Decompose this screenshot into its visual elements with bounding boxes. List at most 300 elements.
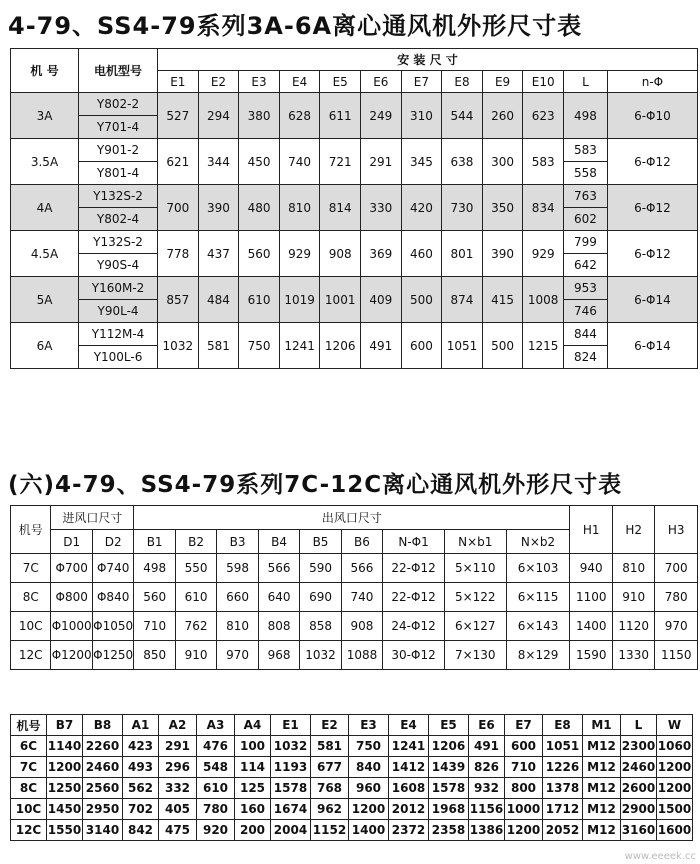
motor-cell: Y802-4 <box>79 208 158 231</box>
value-cell: 932 <box>469 778 505 799</box>
value-cell: 550 <box>175 554 216 583</box>
table3-col-header: E2 <box>311 715 349 736</box>
value-cell: 405 <box>159 799 197 820</box>
value-cell: 1378 <box>543 778 583 799</box>
value-cell: 566 <box>341 554 382 583</box>
value-cell: 527 <box>158 93 199 139</box>
table1-col-header: E3 <box>239 71 280 93</box>
table3-col-header: A1 <box>123 715 159 736</box>
table3-col-header: A2 <box>159 715 197 736</box>
l-cell: 746 <box>563 300 607 323</box>
value-cell: 1400 <box>570 612 612 641</box>
value-cell: 590 <box>300 554 341 583</box>
n-phi-cell: 6-Φ12 <box>607 185 697 231</box>
model-cell: 12C <box>11 820 47 841</box>
table-row <box>11 231 698 254</box>
value-cell: 2300 <box>621 736 657 757</box>
value-cell: 940 <box>570 554 612 583</box>
value-cell: 1120 <box>612 612 654 641</box>
value-cell: 296 <box>159 757 197 778</box>
table1-col-header: E7 <box>401 71 442 93</box>
table1-col-header: E6 <box>361 71 402 93</box>
value-cell: 2012 <box>389 799 429 820</box>
table1-header-group: 安 装 尺 寸 <box>158 49 698 71</box>
value-cell: 2600 <box>621 778 657 799</box>
value-cell: 450 <box>239 139 280 185</box>
motor-cell: Y160M-2 <box>79 277 158 300</box>
value-cell: 690 <box>300 583 341 612</box>
value-cell: 677 <box>311 757 349 778</box>
value-cell: 24-Φ12 <box>383 612 445 641</box>
value-cell: 1400 <box>349 820 389 841</box>
table3-col-header: 机号 <box>11 715 47 736</box>
value-cell: 780 <box>655 583 698 612</box>
motor-cell: Y90S-4 <box>79 254 158 277</box>
table-row <box>11 185 698 208</box>
value-cell: 621 <box>158 139 199 185</box>
model-cell: 10C <box>11 799 47 820</box>
value-cell: 460 <box>401 231 442 277</box>
value-cell: 730 <box>442 185 483 231</box>
l-cell: 583 <box>563 139 607 162</box>
value-cell: 491 <box>469 736 505 757</box>
value-cell: 491 <box>361 323 402 369</box>
n-phi-cell: 6-Φ12 <box>607 139 697 185</box>
table-row <box>11 277 698 300</box>
value-cell: 125 <box>235 778 271 799</box>
value-cell: 1226 <box>543 757 583 778</box>
value-cell: 1215 <box>523 323 564 369</box>
table3-col-header: W <box>657 715 693 736</box>
value-cell: 1032 <box>271 736 311 757</box>
value-cell: 710 <box>134 612 175 641</box>
table-header-row <box>11 715 693 736</box>
value-cell: 1001 <box>320 277 361 323</box>
value-cell: 2460 <box>83 757 123 778</box>
value-cell: 1386 <box>469 820 505 841</box>
table3-col-header: B8 <box>83 715 123 736</box>
table-row <box>11 736 693 757</box>
value-cell: 390 <box>198 185 239 231</box>
value-cell: 1051 <box>442 323 483 369</box>
table2-col-header: B5 <box>300 530 341 554</box>
value-cell: 970 <box>217 641 258 670</box>
value-cell: 840 <box>349 757 389 778</box>
value-cell: 750 <box>239 323 280 369</box>
value-cell: 808 <box>258 612 299 641</box>
value-cell: 114 <box>235 757 271 778</box>
value-cell: 475 <box>159 820 197 841</box>
value-cell: 583 <box>523 139 564 185</box>
value-cell: 968 <box>258 641 299 670</box>
value-cell: 1200 <box>657 757 693 778</box>
value-cell: 2358 <box>429 820 469 841</box>
value-cell: 1968 <box>429 799 469 820</box>
table3-col-header: L <box>621 715 657 736</box>
table2-col-header: N×b1 <box>444 530 506 554</box>
value-cell: 970 <box>655 612 698 641</box>
value-cell: 700 <box>655 554 698 583</box>
table1-title: 4-79、SS4-79系列3A-6A离心通风机外形尺寸表 <box>8 12 583 40</box>
table3-col-header: E7 <box>505 715 543 736</box>
value-cell: M12 <box>583 799 621 820</box>
motor-cell: Y701-4 <box>79 116 158 139</box>
value-cell: 390 <box>482 231 523 277</box>
l-cell: 824 <box>563 346 607 369</box>
value-cell: 1241 <box>389 736 429 757</box>
value-cell: 2372 <box>389 820 429 841</box>
value-cell: 1578 <box>429 778 469 799</box>
value-cell: 814 <box>320 185 361 231</box>
model-cell: 7C <box>11 554 51 583</box>
value-cell: 1060 <box>657 736 693 757</box>
value-cell: 6×103 <box>506 554 570 583</box>
value-cell: 929 <box>523 231 564 277</box>
value-cell: 5×110 <box>444 554 506 583</box>
value-cell: 2052 <box>543 820 583 841</box>
l-cell: 799 <box>563 231 607 254</box>
table1-header-model: 机 号 <box>11 49 79 93</box>
table2 <box>10 505 698 670</box>
value-cell: M12 <box>583 820 621 841</box>
table2-header-model: 机号 <box>11 506 51 554</box>
table1-col-header: E1 <box>158 71 199 93</box>
value-cell: 834 <box>523 185 564 231</box>
value-cell: 740 <box>341 583 382 612</box>
model-cell: 4A <box>11 185 79 231</box>
value-cell: 369 <box>361 231 402 277</box>
value-cell: 1051 <box>543 736 583 757</box>
value-cell: 962 <box>311 799 349 820</box>
value-cell: M12 <box>583 757 621 778</box>
value-cell: 480 <box>239 185 280 231</box>
value-cell: 778 <box>158 231 199 277</box>
motor-cell: Y802-2 <box>79 93 158 116</box>
model-cell: 6C <box>11 736 47 757</box>
value-cell: 1590 <box>570 641 612 670</box>
value-cell: 740 <box>279 139 320 185</box>
table2-header-h3: H3 <box>655 506 698 554</box>
value-cell: 1032 <box>158 323 199 369</box>
value-cell: 3160 <box>621 820 657 841</box>
table2-header-h1: H1 <box>570 506 612 554</box>
value-cell: 1200 <box>47 757 83 778</box>
value-cell: 581 <box>311 736 349 757</box>
table-row <box>11 820 693 841</box>
value-cell: 350 <box>482 185 523 231</box>
table3-col-header: E4 <box>389 715 429 736</box>
table1-col-header: E2 <box>198 71 239 93</box>
value-cell: 1200 <box>657 778 693 799</box>
table1-col-header: E4 <box>279 71 320 93</box>
table3-col-header: B7 <box>47 715 83 736</box>
value-cell: 801 <box>442 231 483 277</box>
table-row <box>11 612 698 641</box>
value-cell: 857 <box>158 277 199 323</box>
value-cell: 623 <box>523 93 564 139</box>
value-cell: 1019 <box>279 277 320 323</box>
value-cell: Φ740 <box>92 554 133 583</box>
value-cell: 610 <box>197 778 235 799</box>
value-cell: 1150 <box>655 641 698 670</box>
value-cell: 548 <box>197 757 235 778</box>
table1-col-header: E9 <box>482 71 523 93</box>
n-phi-cell: 6-Φ14 <box>607 323 697 369</box>
table2-header-inlet: 进风口尺寸 <box>51 506 134 530</box>
value-cell: 810 <box>217 612 258 641</box>
value-cell: 920 <box>197 820 235 841</box>
n-phi-cell: 6-Φ14 <box>607 277 697 323</box>
value-cell: 1412 <box>389 757 429 778</box>
value-cell: 2900 <box>621 799 657 820</box>
model-cell: 6A <box>11 323 79 369</box>
value-cell: 1152 <box>311 820 349 841</box>
value-cell: 702 <box>123 799 159 820</box>
model-cell: 8C <box>11 583 51 612</box>
table2-col-header: B3 <box>217 530 258 554</box>
value-cell: Φ1050 <box>92 612 133 641</box>
value-cell: Φ1250 <box>92 641 133 670</box>
value-cell: Φ1000 <box>51 612 92 641</box>
value-cell: 1032 <box>300 641 341 670</box>
value-cell: 493 <box>123 757 159 778</box>
table2-header-outlet: 出风口尺寸 <box>134 506 570 530</box>
value-cell: 2560 <box>83 778 123 799</box>
value-cell: 415 <box>482 277 523 323</box>
value-cell: 600 <box>401 323 442 369</box>
value-cell: 810 <box>612 554 654 583</box>
model-cell: 7C <box>11 757 47 778</box>
value-cell: 908 <box>320 231 361 277</box>
value-cell: 30-Φ12 <box>383 641 445 670</box>
value-cell: Φ700 <box>51 554 92 583</box>
value-cell: 544 <box>442 93 483 139</box>
motor-cell: Y132S-2 <box>79 231 158 254</box>
value-cell: 908 <box>341 612 382 641</box>
motor-cell: Y90L-4 <box>79 300 158 323</box>
value-cell: Φ800 <box>51 583 92 612</box>
value-cell: 2460 <box>621 757 657 778</box>
value-cell: 640 <box>258 583 299 612</box>
value-cell: 850 <box>134 641 175 670</box>
value-cell: 560 <box>134 583 175 612</box>
value-cell: 1088 <box>341 641 382 670</box>
value-cell: 2260 <box>83 736 123 757</box>
table-row <box>11 323 698 346</box>
value-cell: 1206 <box>320 323 361 369</box>
motor-cell: Y112M-4 <box>79 323 158 346</box>
value-cell: 566 <box>258 554 299 583</box>
table1-col-header: E10 <box>523 71 564 93</box>
value-cell: 810 <box>279 185 320 231</box>
value-cell: 249 <box>361 93 402 139</box>
value-cell: 344 <box>198 139 239 185</box>
value-cell: 1500 <box>657 799 693 820</box>
value-cell: 929 <box>279 231 320 277</box>
table2-col-header: B6 <box>341 530 382 554</box>
value-cell: 1450 <box>47 799 83 820</box>
value-cell: 22-Φ12 <box>383 554 445 583</box>
table2-col-header: D1 <box>51 530 92 554</box>
value-cell: 638 <box>442 139 483 185</box>
model-cell: 5A <box>11 277 79 323</box>
model-cell: 12C <box>11 641 51 670</box>
table1-col-header: E8 <box>442 71 483 93</box>
value-cell: 1330 <box>612 641 654 670</box>
table3-col-header: M1 <box>583 715 621 736</box>
table1-col-header: L <box>563 71 607 93</box>
l-cell: 498 <box>563 93 607 139</box>
table-row <box>11 139 698 162</box>
value-cell: 628 <box>279 93 320 139</box>
value-cell: 5×122 <box>444 583 506 612</box>
value-cell: 1008 <box>523 277 564 323</box>
motor-cell: Y132S-2 <box>79 185 158 208</box>
value-cell: 423 <box>123 736 159 757</box>
model-cell: 8C <box>11 778 47 799</box>
value-cell: 291 <box>159 736 197 757</box>
table2-col-header: N×b2 <box>506 530 570 554</box>
value-cell: 1439 <box>429 757 469 778</box>
value-cell: 310 <box>401 93 442 139</box>
value-cell: 874 <box>442 277 483 323</box>
table-row <box>11 641 698 670</box>
value-cell: 1200 <box>505 820 543 841</box>
value-cell: 910 <box>612 583 654 612</box>
value-cell: 1712 <box>543 799 583 820</box>
motor-cell: Y901-2 <box>79 139 158 162</box>
value-cell: 1156 <box>469 799 505 820</box>
value-cell: 700 <box>158 185 199 231</box>
value-cell: 598 <box>217 554 258 583</box>
table1 <box>10 48 698 369</box>
value-cell: M12 <box>583 778 621 799</box>
motor-cell: Y100L-6 <box>79 346 158 369</box>
value-cell: 6×143 <box>506 612 570 641</box>
value-cell: 1100 <box>570 583 612 612</box>
value-cell: 710 <box>505 757 543 778</box>
value-cell: 160 <box>235 799 271 820</box>
value-cell: 750 <box>349 736 389 757</box>
table3-col-header: A3 <box>197 715 235 736</box>
table3-col-header: E3 <box>349 715 389 736</box>
value-cell: 1193 <box>271 757 311 778</box>
value-cell: 500 <box>401 277 442 323</box>
l-cell: 953 <box>563 277 607 300</box>
value-cell: 826 <box>469 757 505 778</box>
value-cell: 610 <box>239 277 280 323</box>
table-row <box>11 93 698 116</box>
value-cell: 291 <box>361 139 402 185</box>
model-cell: 3.5A <box>11 139 79 185</box>
table1-col-header: n-Φ <box>607 71 697 93</box>
value-cell: 1578 <box>271 778 311 799</box>
table2-col-header: B1 <box>134 530 175 554</box>
value-cell: 3140 <box>83 820 123 841</box>
value-cell: 100 <box>235 736 271 757</box>
value-cell: 600 <box>505 736 543 757</box>
value-cell: 437 <box>198 231 239 277</box>
value-cell: 332 <box>159 778 197 799</box>
l-cell: 642 <box>563 254 607 277</box>
model-cell: 4.5A <box>11 231 79 277</box>
value-cell: 476 <box>197 736 235 757</box>
value-cell: 300 <box>482 139 523 185</box>
value-cell: 6×115 <box>506 583 570 612</box>
value-cell: Φ1200 <box>51 641 92 670</box>
table-row <box>11 583 698 612</box>
value-cell: 800 <box>505 778 543 799</box>
table3 <box>10 714 693 841</box>
value-cell: 380 <box>239 93 280 139</box>
table3-col-header: E5 <box>429 715 469 736</box>
value-cell: 1600 <box>657 820 693 841</box>
value-cell: 610 <box>175 583 216 612</box>
table1-header-motor: 电机型号 <box>79 49 158 93</box>
value-cell: 768 <box>311 778 349 799</box>
value-cell: 611 <box>320 93 361 139</box>
value-cell: 420 <box>401 185 442 231</box>
value-cell: 1000 <box>505 799 543 820</box>
n-phi-cell: 6-Φ10 <box>607 93 697 139</box>
table-row <box>11 799 693 820</box>
value-cell: 1140 <box>47 736 83 757</box>
table2-col-header: B4 <box>258 530 299 554</box>
value-cell: 2004 <box>271 820 311 841</box>
value-cell: 960 <box>349 778 389 799</box>
value-cell: 409 <box>361 277 402 323</box>
model-cell: 10C <box>11 612 51 641</box>
value-cell: M12 <box>583 736 621 757</box>
value-cell: 1200 <box>349 799 389 820</box>
value-cell: 1550 <box>47 820 83 841</box>
value-cell: 1608 <box>389 778 429 799</box>
value-cell: 294 <box>198 93 239 139</box>
table3-col-header: E6 <box>469 715 505 736</box>
value-cell: 260 <box>482 93 523 139</box>
value-cell: 1250 <box>47 778 83 799</box>
value-cell: 484 <box>198 277 239 323</box>
table2-header-h2: H2 <box>612 506 654 554</box>
value-cell: 721 <box>320 139 361 185</box>
table2-col-header: B2 <box>175 530 216 554</box>
value-cell: 500 <box>482 323 523 369</box>
value-cell: 780 <box>197 799 235 820</box>
value-cell: 498 <box>134 554 175 583</box>
value-cell: 1674 <box>271 799 311 820</box>
value-cell: 1206 <box>429 736 469 757</box>
value-cell: 2950 <box>83 799 123 820</box>
motor-cell: Y801-4 <box>79 162 158 185</box>
value-cell: 1241 <box>279 323 320 369</box>
table3-col-header: E1 <box>271 715 311 736</box>
value-cell: 345 <box>401 139 442 185</box>
value-cell: 660 <box>217 583 258 612</box>
table2-col-header: D2 <box>92 530 133 554</box>
value-cell: 581 <box>198 323 239 369</box>
value-cell: 560 <box>239 231 280 277</box>
value-cell: 762 <box>175 612 216 641</box>
table2-title: (六)4-79、SS4-79系列7C-12C离心通风机外形尺寸表 <box>8 472 623 498</box>
value-cell: 200 <box>235 820 271 841</box>
value-cell: 8×129 <box>506 641 570 670</box>
table1-col-header: E5 <box>320 71 361 93</box>
value-cell: Φ840 <box>92 583 133 612</box>
l-cell: 558 <box>563 162 607 185</box>
l-cell: 844 <box>563 323 607 346</box>
value-cell: 910 <box>175 641 216 670</box>
table-row <box>11 554 698 583</box>
